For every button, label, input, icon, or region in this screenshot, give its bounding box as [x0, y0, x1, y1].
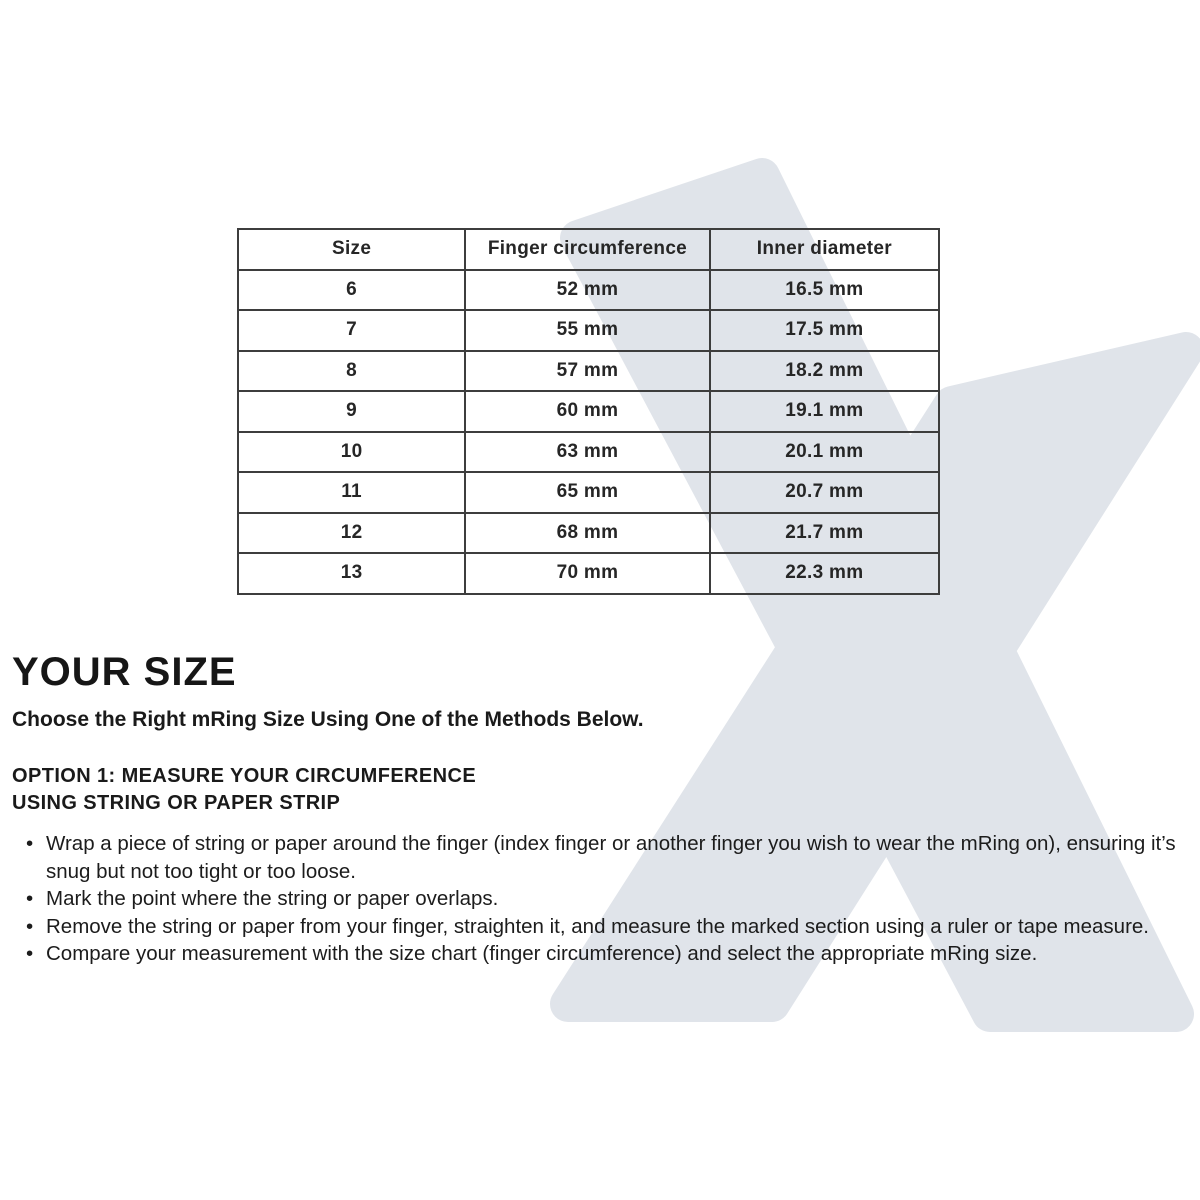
list-item: [12, 885, 1192, 913]
cell-size: 9: [238, 391, 465, 432]
cell-diameter: 17.5 mm: [710, 310, 939, 351]
cell-circumference: 60 mm: [465, 391, 710, 432]
instruction-text: Mark the point where the string or paper overlaps.: [46, 887, 499, 910]
cell-size: 7: [238, 310, 465, 351]
cell-size: 6: [238, 270, 465, 311]
table-row: [238, 391, 939, 432]
table-row: [238, 270, 939, 311]
cell-circumference: 55 mm: [465, 310, 710, 351]
ring-size-table: [237, 228, 940, 595]
cell-diameter: 20.7 mm: [710, 472, 939, 513]
cell-diameter: 16.5 mm: [710, 270, 939, 311]
ring-size-table-container: [237, 228, 940, 595]
table-row: [238, 472, 939, 513]
cell-diameter: 20.1 mm: [710, 432, 939, 473]
option1-heading: [12, 763, 1192, 817]
cell-circumference: 63 mm: [465, 432, 710, 473]
list-item: [12, 913, 1192, 941]
cell-size: 12: [238, 513, 465, 554]
table-header-row: [238, 229, 939, 270]
cell-diameter: 18.2 mm: [710, 351, 939, 392]
cell-circumference: 68 mm: [465, 513, 710, 554]
option1-heading-line1: OPTION 1: MEASURE YOUR CIRCUMFERENCE: [12, 765, 477, 787]
table-row: [238, 513, 939, 554]
cell-circumference: 65 mm: [465, 472, 710, 513]
list-item: [12, 940, 1192, 968]
bullet-icon: •: [26, 887, 34, 910]
table-row: [238, 432, 939, 473]
option1-heading-line2: USING STRING OR PAPER STRIP: [12, 792, 341, 814]
cell-size: 10: [238, 432, 465, 473]
cell-circumference: 57 mm: [465, 351, 710, 392]
bullet-icon: •: [26, 832, 34, 855]
column-header-finger-circumference: Finger circumference: [465, 229, 710, 270]
cell-diameter: 22.3 mm: [710, 553, 939, 594]
your-size-section: [12, 652, 1192, 968]
cell-circumference: 70 mm: [465, 553, 710, 594]
cell-circumference: 52 mm: [465, 270, 710, 311]
cell-size: 8: [238, 351, 465, 392]
section-subtitle: Choose the Right mRing Size Using One of the Methods Below.: [12, 708, 644, 731]
cell-size: 13: [238, 553, 465, 594]
list-item: [12, 830, 1192, 885]
cell-diameter: 21.7 mm: [710, 513, 939, 554]
page-title: YOUR SIZE: [12, 650, 237, 694]
table-row: [238, 553, 939, 594]
table-row: [238, 351, 939, 392]
table-row: [238, 310, 939, 351]
bullet-icon: •: [26, 942, 34, 965]
column-header-size: Size: [238, 229, 465, 270]
cell-size: 11: [238, 472, 465, 513]
column-header-inner-diameter: Inner diameter: [710, 229, 939, 270]
instruction-text: Remove the string or paper from your finger, straighten it, and measure the marked section using a ruler or tape measure.: [46, 914, 1149, 938]
instruction-text: Wrap a piece of string or paper around the finger (index finger or another finger you wish to wear the mRing on), ensuring it’s snug but not too tight or too loose.: [46, 832, 1176, 883]
bullet-icon: •: [26, 914, 34, 938]
instruction-text: Compare your measurement with the size chart (finger circumference) and select the appropriate mRing size.: [46, 942, 1038, 965]
instruction-list: [12, 830, 1192, 968]
cell-diameter: 19.1 mm: [710, 391, 939, 432]
